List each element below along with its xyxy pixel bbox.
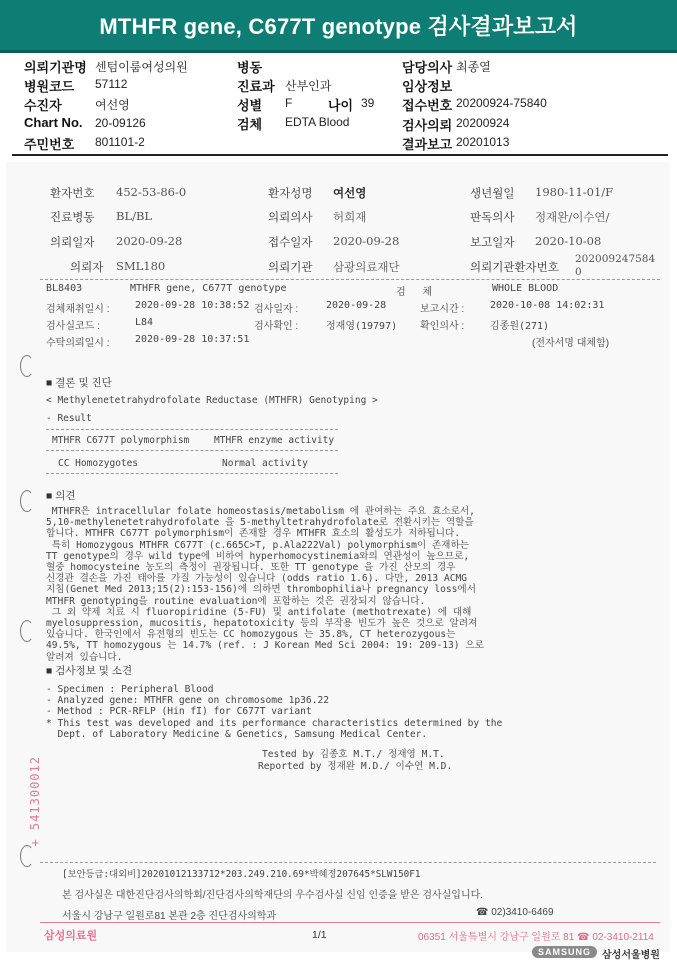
chart-label: Chart No. [24, 115, 83, 130]
verify-label: 검사확인 : [254, 321, 299, 332]
report-time-label: 보고시간 : [420, 304, 465, 315]
physician-label: 담당의사 [402, 60, 453, 75]
lab-phone: ☎ 02)3410-6469 [476, 907, 554, 918]
divider-1 [40, 279, 660, 280]
req-inst-pid-label: 의뢰기관환자번호 [470, 260, 559, 274]
recipient-value: 여선영 [95, 98, 130, 112]
age-value: 39 [361, 96, 375, 110]
reader-label: 판독의사 [470, 210, 515, 224]
opinion-section-title: ■ 의견 [46, 490, 76, 502]
dept-label: 진료병동 [50, 210, 95, 224]
result-table-mid [46, 450, 338, 451]
ward-label: 병동 [237, 60, 263, 75]
result-col-polymorphism: MTHFR C677T polymorphism [52, 435, 190, 446]
lab-address: 서울시 강남구 일원로81 본관 2층 진단검사의학과 [62, 911, 277, 922]
divider-footer [40, 862, 656, 863]
lab-code-label: 검사실코드 : [46, 321, 100, 332]
age-label: 나이 [328, 98, 354, 113]
result-label: - Result [46, 413, 92, 424]
test-date-label: 검사일자 : [254, 304, 299, 315]
binder-ring [20, 355, 34, 377]
recv-date-value: 2020-09-28 [333, 234, 400, 248]
method-section-title: ■ 검사정보 및 소견 [46, 665, 133, 677]
test-specimen-value: WHOLE BLOOD [492, 283, 559, 294]
results-section-title: ■ 결론 및 진단 [46, 377, 112, 389]
header-divider [12, 154, 668, 156]
vertical-serial: + 541300012 [28, 756, 42, 847]
security-line: [보안등급:대외비]20201012133712*203.249.210.69*박혜정207645*SLW150F1 [62, 869, 421, 880]
banner-divider [0, 50, 677, 53]
request-date-value: 20200924 [456, 116, 510, 130]
report-date-label: 결과보고 [402, 137, 453, 152]
req-inst-pid-value-2: 0 [575, 266, 582, 278]
requester-label: 의뢰자 [70, 260, 104, 274]
opinion-text: MTHFR은 intracellular folate homeostasis/metabolism 에 관여하는 주요 효소로서, 5,10-methylenetetrahydrofolate 을 5-methyltetrahydrofolate로 전환시키는 역할을 합니다. MTHFR C677T polymorphism이 존재할 경우 MTHFR 효소의 활성도가 저하됩니다. 특히 Homozygous MTHFR C677T (c.665C>T, p.Ala222Val) polymorphism이 존재하는 TT genotype의 경우 wild type에 비하여 hyperhomocystinemia와의 연관성이 높으므로, 혈중 homocysteine 농도의 측정이 권장됩니다. 또한 TT genotype 을 가진 산모의 경우 신경관 결손을 가진 태아를 가질 가능성이 있습니다 (odds ratio 1.6). 다만, 2013 ACMG 지침(Genet Med 2013;15(2):153-156)에 의하면 thrombophilia나 pregnancy loss에서 MTHFR genotyping을 routine evaluation에 포함하는 것은 권장되지 않습니다. 그 외 약제 치료 시 fluoropiridine (5-FU) 및 antifolate (methotrexate) 에 대해 myelosuppression, mucositis, hepatotoxicity 등의 부작용 빈도가 높은 것으로 알려져 있습니다. 한국인에서 유전형의 빈도는 CC homozygous 는 35.8%, CT heterozygous는 49.5%, TT homozygous 는 14.7% (ref. : J Korean Med Sci 2004: 19: 209-13) 으로 알려져 있습니다. [46, 506, 484, 663]
chart-value: 20-09126 [95, 116, 146, 130]
footer-divider [40, 922, 660, 923]
specimen-value: EDTA Blood [285, 115, 350, 129]
dob-value: 1980-11-01/F [535, 185, 614, 199]
rrn-value: 801101-2 [95, 135, 145, 149]
test-specimen-label: 검 체 [396, 287, 432, 298]
tested-by: Tested by 김종호 M.T./ 정재영 M.T. [262, 749, 445, 760]
department-label: 진료과 [237, 79, 275, 94]
dept-value: BL/BL [116, 209, 153, 223]
binder-ring [20, 490, 34, 512]
clinical-info-label: 임상정보 [402, 79, 453, 94]
reader-value: 정재완/이수연/ [535, 210, 610, 224]
confirm-value: 김종원(271) [490, 321, 550, 332]
transfuse-label: 수탁의뢰일시 : [46, 338, 110, 349]
rep-date-value: 2020-10-08 [535, 234, 602, 248]
confirm-label: 확인의사 : [420, 321, 465, 332]
result-table-top [46, 429, 338, 430]
req-inst-pid-value-1: 202009247584 [575, 253, 656, 265]
hospital-code-label: 병원코드 [24, 79, 75, 94]
department-value: 산부인과 [285, 79, 332, 93]
req-date-value: 2020-09-28 [116, 234, 183, 248]
request-date-label: 검사의뢰 [402, 118, 453, 133]
physician-value: 최종열 [456, 60, 491, 74]
accession-value: 20200924-75840 [456, 96, 547, 110]
institution-label: 의뢰기관명 [24, 60, 87, 75]
transfuse-value: 2020-09-28 10:37:51 [135, 334, 250, 345]
institution-value: 센텀이룸여성의원 [95, 60, 188, 74]
results-subject: < Methylenetetrahydrofolate Reductase (MTHFR) Genotyping > [46, 395, 378, 406]
req-inst-label: 의뢰기관 [268, 260, 313, 274]
pid-value: 452-53-86-0 [116, 185, 187, 199]
hospital-address: 06351 서울특별시 강남구 일원로 81 ☎ 02-3410-2114 [418, 932, 654, 943]
hospital-name: 삼성서울병원 [602, 950, 660, 961]
req-date-label: 의뢰일자 [50, 235, 95, 249]
report-date-value: 20201013 [456, 135, 510, 149]
dob-label: 생년월일 [470, 186, 515, 200]
test-code: BL8403 [46, 283, 83, 294]
certification-line: 본 검사실은 대한진단검사의학회/진단검사의학재단의 우수검사실 신임 인증을 받은 검사실입니다. [62, 890, 484, 901]
report-time-value: 2020-10-08 14:02:31 [490, 300, 605, 311]
result-genotype: CC Homozygotes [58, 458, 139, 469]
result-col-activity: MTHFR enzyme activity [214, 435, 335, 446]
collect-value: 2020-09-28 10:38:52 [135, 300, 250, 311]
pid-label: 환자번호 [50, 186, 95, 200]
samsung-logo: SAMSUNG [532, 946, 597, 958]
test-date-value: 2020-09-28 [326, 300, 387, 311]
name-label: 환자성명 [268, 186, 313, 200]
req-doc-label: 의뢰의사 [268, 210, 313, 224]
accession-label: 접수번호 [402, 98, 453, 113]
verify-value: 정재영(19797) [326, 321, 398, 332]
result-table-bottom [46, 473, 338, 474]
test-name: MTHFR gene, C677T genotype [130, 283, 287, 294]
hospital-short-name: 삼성의료원 [44, 930, 98, 942]
sex-label: 성별 [237, 98, 263, 113]
esign-note: (전자서명 대체함) [532, 338, 610, 349]
name-value: 여선영 [333, 188, 367, 200]
specimen-label: 검체 [237, 117, 263, 132]
req-inst-value: 삼광의료재단 [333, 260, 400, 274]
binder-ring [20, 620, 34, 642]
recipient-label: 수진자 [24, 98, 62, 113]
rep-date-label: 보고일자 [470, 235, 515, 249]
hospital-code-value: 57112 [95, 77, 128, 91]
sex-value: F [285, 96, 293, 110]
requester-value: SML180 [116, 259, 166, 273]
method-text: - Specimen : Peripheral Blood - Analyzed gene: MTHFR gene on chromosome 1p36.22 - Method : PCR-RFLP (Hin fI) for C677T variant * This test was developed and its performance characteristics determined by the Dept. of Laboratory Medicine & Genetics, Samsung Medical Center. [46, 684, 503, 740]
result-enzyme-activity: Normal activity [222, 458, 308, 469]
binder-ring [20, 845, 34, 867]
collect-label: 검체채취일시 : [46, 304, 110, 315]
report-title: MTHFR gene, C677T genotype 검사결과보고서 [0, 0, 677, 50]
lab-code-value: L84 [135, 317, 154, 328]
rrn-label: 주민번호 [24, 137, 75, 152]
page-number: 1/1 [312, 929, 327, 941]
recv-date-label: 접수일자 [268, 235, 313, 249]
req-doc-value: 허희재 [333, 210, 367, 224]
report-header [0, 57, 677, 157]
reported-by: Reported by 정재완 M.D./ 이수연 M.D. [258, 761, 453, 772]
